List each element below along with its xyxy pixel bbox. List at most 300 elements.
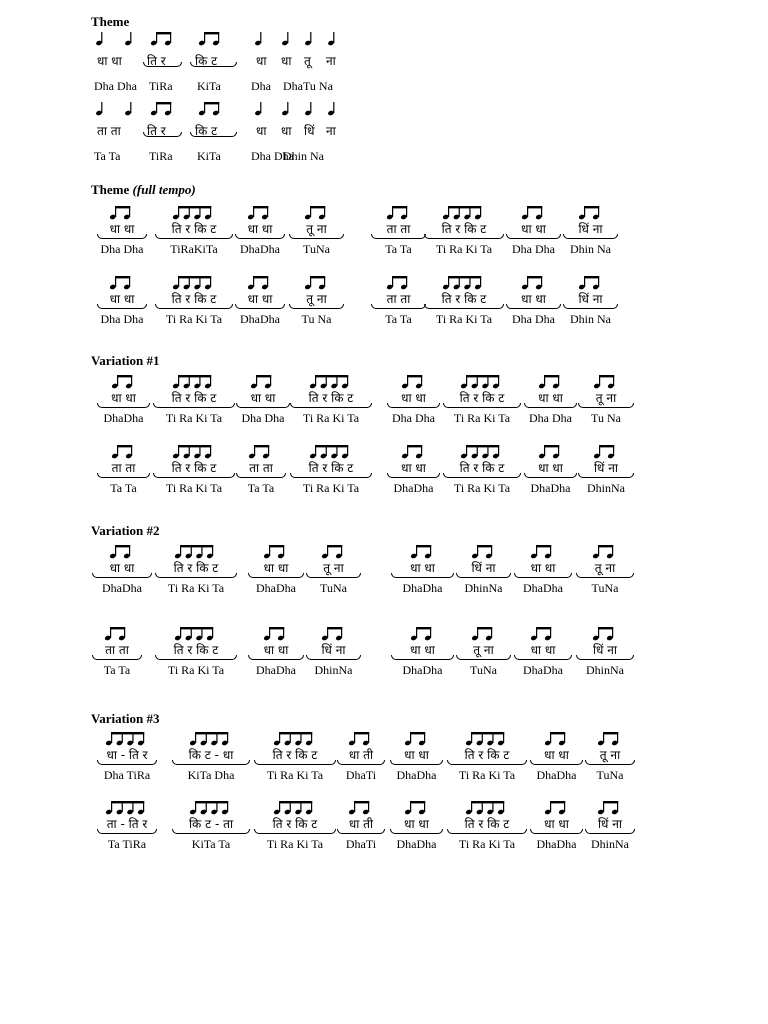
note-glyph — [96, 100, 106, 116]
bol-roman: KiTa Dha — [187, 768, 235, 782]
beamed-notes — [105, 799, 149, 815]
bol-roman: DhinNa — [586, 663, 624, 677]
bol-devanagari: धा ती — [348, 817, 374, 831]
note-glyph — [282, 100, 292, 116]
bol-roman: KiTa — [197, 79, 221, 93]
beamed-notes — [442, 274, 486, 290]
note-beam — [448, 276, 481, 278]
phrase-bracket — [306, 573, 361, 578]
bol-group — [236, 373, 290, 425]
note-beam — [253, 276, 268, 278]
phrase-bracket — [153, 403, 235, 408]
bol-devanagari: ति र कि ट — [272, 817, 318, 831]
bol-group — [563, 274, 618, 326]
bol-group — [506, 204, 561, 256]
phrase-bracket — [337, 760, 385, 765]
bol-group — [524, 443, 577, 495]
bol-group — [447, 730, 527, 782]
bol-devanagari: कि ट — [195, 54, 218, 68]
note-beam — [471, 801, 504, 803]
bol-devanagari: धिं ना — [578, 222, 603, 236]
bol-roman: Ti Ra Ki Ta — [167, 581, 225, 595]
note-beam — [354, 732, 369, 734]
note-beam — [178, 276, 211, 278]
phrase-bracket — [391, 655, 454, 660]
phrase-bracket — [563, 234, 618, 239]
phrase-bracket — [248, 655, 304, 660]
bol-group — [92, 625, 142, 677]
bol-devanagari: धा धा — [404, 748, 429, 762]
note-beam — [279, 801, 312, 803]
beamed-notes — [174, 543, 218, 559]
bol-group — [424, 204, 504, 256]
bol-group — [530, 730, 583, 782]
bol-roman: DhaDha — [256, 581, 296, 595]
bol-roman: Tu Na — [591, 411, 621, 425]
bol-roman: Ti Ra Ki Ta — [302, 481, 360, 495]
bol-devanagari: धा धा — [544, 748, 569, 762]
note-beam — [117, 375, 132, 377]
bol-group — [456, 543, 511, 595]
bol-roman: Ti Ra Ki Ta — [435, 312, 493, 326]
phrase-bracket — [155, 573, 237, 578]
bol-roman: DhinNa — [464, 581, 503, 595]
bol-roman: Ta Ta — [110, 481, 137, 495]
note-beam — [253, 206, 268, 208]
bol-roman: Dha Dha — [94, 79, 137, 93]
note-beam — [466, 445, 499, 447]
phrase-bracket — [506, 234, 561, 239]
note-beam — [256, 375, 271, 377]
note-beam — [407, 375, 422, 377]
bol-devanagari: तू ना — [306, 222, 327, 236]
bol-roman: KiTa — [197, 149, 221, 163]
beamed-notes — [521, 274, 547, 290]
beamed-notes — [172, 274, 216, 290]
bol-group — [447, 799, 527, 851]
bol-roman: DhaTi — [345, 768, 377, 782]
note-beam — [178, 375, 211, 377]
bol-roman: Dha Dha — [251, 149, 294, 163]
bol-devanagari: ति र कि ट — [171, 222, 217, 236]
note-beam — [448, 206, 481, 208]
note-beam — [310, 276, 325, 278]
bol-roman: DhaDha — [530, 481, 571, 495]
bol-roman: DhaDha — [523, 663, 563, 677]
note-beam — [315, 445, 348, 447]
note-beam — [527, 276, 542, 278]
phrase-bracket — [390, 829, 443, 834]
bol-devanagari: ति र कि ट — [173, 643, 219, 657]
beamed-notes — [578, 204, 604, 220]
beamed-notes — [593, 443, 619, 459]
bol-devanagari: धा धा — [521, 222, 546, 236]
bol-roman: DhaDha — [536, 768, 577, 782]
bol-group — [97, 373, 150, 425]
bol-group — [585, 799, 635, 851]
notation-row — [0, 373, 768, 425]
beamed-notes — [521, 204, 547, 220]
bol-devanagari: तू ना — [594, 561, 616, 575]
beamed-notes — [460, 373, 504, 389]
bol-devanagari: तू ना — [595, 391, 617, 405]
bol-devanagari: ति र — [147, 124, 166, 138]
bol-group — [371, 274, 426, 326]
note-beam — [598, 545, 613, 547]
beamed-notes — [538, 373, 564, 389]
bol-group — [172, 799, 250, 851]
section-heading-variation-1: Variation #1 — [91, 353, 160, 368]
beamed-notes — [304, 204, 330, 220]
bol-devanagari: ति र — [147, 54, 166, 68]
bol-devanagari: ता ता — [249, 461, 273, 475]
phrase-bracket — [424, 304, 504, 309]
section-heading-theme: Theme — [91, 14, 130, 29]
note-beam — [156, 102, 171, 104]
beamed-notes — [172, 204, 216, 220]
beamed-notes — [410, 625, 436, 641]
bol-roman: DhaDha — [102, 581, 142, 595]
bol-devanagari: ति र कि ट — [464, 748, 510, 762]
note-beam — [536, 545, 551, 547]
beamed-notes — [410, 543, 436, 559]
phrase-bracket — [391, 573, 454, 578]
bol-roman: Tu Na — [301, 312, 332, 326]
bol-group — [337, 799, 385, 851]
bol-roman: Dha Dha — [529, 411, 572, 425]
beamed-notes — [597, 730, 623, 746]
bol-devanagari: धा धा — [530, 643, 556, 657]
note-beam — [254, 445, 269, 447]
bol-group — [92, 543, 152, 595]
bol-roman: TuNa — [591, 581, 619, 595]
beamed-notes — [263, 543, 289, 559]
bol-devanagari: धा धा — [538, 461, 563, 475]
phrase-bracket — [390, 760, 443, 765]
phrase-bracket — [371, 234, 426, 239]
bol-devanagari: धा धा — [250, 391, 276, 405]
bol-group — [236, 443, 286, 495]
note-beam — [111, 801, 144, 803]
note-beam — [416, 545, 431, 547]
phrase-bracket — [254, 760, 336, 765]
bol-roman: DhaDha — [393, 481, 434, 495]
bol-devanagari: धा धा — [263, 561, 289, 575]
bol-group — [578, 443, 634, 495]
phrase-bracket — [524, 473, 577, 478]
phrase-bracket — [387, 473, 440, 478]
phrase-bracket — [92, 655, 142, 660]
phrase-bracket — [443, 403, 521, 408]
note-beam — [204, 32, 219, 34]
bol-group — [443, 373, 521, 425]
bol-group — [235, 204, 285, 256]
bol-roman: DhaDha — [103, 411, 144, 425]
note-beam — [310, 206, 325, 208]
bol-group — [254, 730, 336, 782]
phrase-bracket — [506, 304, 561, 309]
bol-group — [155, 204, 233, 256]
bol-roman: DhinNa — [591, 837, 629, 851]
bol-devanagari: धा धा — [263, 643, 289, 657]
note-beam — [269, 627, 284, 629]
phrase-bracket — [155, 234, 233, 239]
bol-group — [506, 274, 561, 326]
bol-roman: Dhin Na — [570, 312, 611, 326]
phrase-bracket — [172, 829, 250, 834]
bol-roman: KiTa Ta — [191, 837, 231, 851]
bol-devanagari: धिं ना — [592, 643, 618, 657]
beamed-notes — [348, 799, 374, 815]
bol-roman: DhaDha — [402, 581, 443, 595]
phrase-bracket — [235, 304, 285, 309]
bol-devanagari: कि ट - ता — [188, 817, 234, 831]
note-beam — [410, 732, 425, 734]
beamed-notes — [250, 373, 276, 389]
note-beam — [178, 445, 211, 447]
note-beam — [603, 801, 618, 803]
beamed-notes — [593, 373, 619, 389]
bol-roman: DhinNa — [587, 481, 625, 495]
bol-group — [306, 543, 361, 595]
bol-devanagari: कि ट - धा — [188, 748, 234, 762]
note-beam — [111, 732, 144, 734]
beamed-notes — [348, 730, 374, 746]
note-beam — [354, 801, 369, 803]
beamed-notes — [471, 543, 497, 559]
bol-group — [289, 204, 344, 256]
bol-group — [371, 204, 426, 256]
note-beam — [599, 375, 614, 377]
beamed-notes — [309, 373, 353, 389]
phrase-bracket — [155, 304, 233, 309]
bol-group — [524, 373, 577, 425]
beamed-notes — [321, 625, 347, 641]
bol-devanagari: धा धा — [530, 561, 556, 575]
notation-row — [0, 799, 768, 851]
phrase-bracket — [97, 304, 147, 309]
note-glyph — [198, 100, 224, 116]
notation-row — [0, 443, 768, 495]
phrase-bracket — [530, 829, 583, 834]
note-glyph — [255, 100, 265, 116]
bol-devanagari: धिं ना — [471, 561, 496, 575]
note-beam — [527, 206, 542, 208]
note-glyph — [198, 30, 224, 46]
bol-group — [514, 543, 572, 595]
bol-devanagari: तू ना — [323, 561, 344, 575]
beamed-notes — [538, 443, 564, 459]
beamed-notes — [404, 730, 430, 746]
beamed-notes — [465, 730, 509, 746]
phrase-bracket — [289, 304, 344, 309]
beamed-notes — [401, 373, 427, 389]
section-heading-variation-2: Variation #2 — [91, 523, 160, 538]
bol-group — [563, 204, 618, 256]
phrase-bracket — [585, 829, 635, 834]
beamed-notes — [111, 443, 137, 459]
bol-roman: Ti Ra Ki Ta — [453, 481, 511, 495]
note-beam — [544, 445, 559, 447]
note-beam — [550, 801, 565, 803]
bol-devanagari: ता ता — [386, 292, 411, 306]
bol-group — [585, 730, 635, 782]
bol-roman: Ti Ra Ki Ta — [266, 768, 324, 782]
bol-roman: Ti Ra Ki Ta — [453, 411, 511, 425]
beamed-notes — [247, 204, 273, 220]
bol-roman: Ti Ra Ki Ta — [302, 411, 360, 425]
phrase-bracket — [456, 573, 511, 578]
note-beam — [315, 375, 348, 377]
bol-roman: Ta Ta — [385, 242, 412, 256]
bol-group — [153, 373, 235, 425]
bol-group — [155, 274, 233, 326]
bol-group — [248, 625, 304, 677]
note-beam — [327, 627, 342, 629]
bol-roman: Dha Dha — [512, 312, 555, 326]
phrase-bracket — [97, 473, 150, 478]
phrase-bracket — [190, 132, 237, 137]
bol-devanagari: धा ती — [348, 748, 374, 762]
bol-devanagari: ना — [326, 124, 336, 138]
bol-devanagari: धा - ति र — [106, 748, 148, 762]
bol-roman: DhaDha — [536, 837, 577, 851]
bol-roman: Ti Ra Ki Ta — [165, 411, 223, 425]
phrase-bracket — [143, 132, 182, 137]
note-beam — [115, 206, 130, 208]
bol-roman: TuNa — [596, 768, 624, 782]
bol-group — [576, 625, 634, 677]
bol-group — [97, 274, 147, 326]
phrase-bracket — [248, 573, 304, 578]
bol-devanagari: धा धा — [410, 561, 435, 575]
notation-row — [0, 543, 768, 595]
note-beam — [598, 627, 613, 629]
phrase-bracket — [387, 403, 440, 408]
bol-roman: DhinNa — [314, 663, 353, 677]
beamed-notes — [404, 799, 430, 815]
bol-group — [254, 799, 336, 851]
section-heading-variation-3: Variation #3 — [91, 711, 160, 726]
bol-roman: Dha Dha — [100, 312, 144, 326]
beamed-notes — [386, 274, 412, 290]
bol-devanagari: धा धा — [544, 817, 569, 831]
bol-group — [155, 543, 237, 595]
note-glyph — [125, 30, 135, 46]
bol-roman: Dhin Na — [570, 242, 611, 256]
bol-group — [576, 543, 634, 595]
bol-roman: DhaDha — [396, 768, 437, 782]
bol-group — [235, 274, 285, 326]
beamed-notes — [386, 204, 412, 220]
beamed-notes — [105, 730, 149, 746]
note-beam — [544, 375, 559, 377]
phrase-bracket — [143, 62, 182, 67]
beamed-notes — [273, 799, 317, 815]
bol-devanagari: धा — [281, 54, 292, 68]
note-beam — [410, 801, 425, 803]
note-beam — [477, 627, 492, 629]
phrase-bracket — [92, 573, 152, 578]
bol-devanagari: ति र कि ट — [171, 391, 217, 405]
bol-group — [97, 799, 157, 851]
bol-devanagari: धा धा — [109, 292, 135, 306]
bol-group — [391, 543, 454, 595]
note-beam — [195, 732, 228, 734]
bol-roman: DhaDha — [523, 581, 563, 595]
beamed-notes — [248, 443, 274, 459]
note-beam — [279, 732, 312, 734]
note-beam — [584, 206, 599, 208]
bol-roman: TuNa — [470, 663, 497, 677]
phrase-bracket — [290, 473, 372, 478]
note-beam — [117, 445, 132, 447]
note-beam — [269, 545, 284, 547]
bol-devanagari: ता ता — [386, 222, 411, 236]
note-glyph — [96, 30, 106, 46]
note-beam — [327, 545, 342, 547]
bol-roman: TiRa — [149, 79, 173, 93]
note-beam — [180, 627, 213, 629]
bol-roman: TuNa — [320, 581, 347, 595]
phrase-bracket — [576, 655, 634, 660]
bol-roman: Ti Ra Ki Ta — [458, 768, 516, 782]
bol-devanagari: ति र कि ट — [459, 461, 505, 475]
note-beam — [584, 276, 599, 278]
note-glyph — [150, 30, 176, 46]
bol-devanagari: धा — [256, 54, 267, 68]
phrase-bracket — [290, 403, 372, 408]
note-beam — [204, 102, 219, 104]
bol-group — [514, 625, 572, 677]
bol-devanagari: धा धा — [109, 222, 135, 236]
beamed-notes — [544, 730, 570, 746]
bol-devanagari: धा धा — [97, 54, 122, 68]
bol-devanagari: धा धा — [401, 461, 426, 475]
bol-devanagari: धा धा — [111, 391, 136, 405]
bol-devanagari: ति र कि ट — [464, 817, 510, 831]
bol-roman: TiRa — [149, 149, 173, 163]
bol-roman: Ta Ta — [247, 481, 275, 495]
bol-group — [387, 443, 440, 495]
bol-group — [289, 274, 344, 326]
beamed-notes — [109, 543, 135, 559]
bol-group — [290, 373, 372, 425]
bol-devanagari: धा धा — [404, 817, 429, 831]
bol-devanagari: धा धा — [538, 391, 563, 405]
beamed-notes — [592, 543, 618, 559]
note-beam — [407, 445, 422, 447]
phrase-bracket — [514, 573, 572, 578]
phrase-bracket — [563, 304, 618, 309]
bol-roman: DhaTi — [345, 837, 377, 851]
phrase-bracket — [447, 760, 527, 765]
bol-group — [424, 274, 504, 326]
note-glyph — [125, 100, 135, 116]
note-beam — [392, 206, 407, 208]
bol-devanagari: कि ट — [195, 124, 218, 138]
beamed-notes — [401, 443, 427, 459]
bol-roman: Dha Dha — [241, 411, 285, 425]
bol-group — [391, 625, 454, 677]
note-beam — [156, 32, 171, 34]
note-glyph — [305, 100, 315, 116]
phrase-bracket — [578, 403, 634, 408]
note-beam — [115, 276, 130, 278]
note-beam — [603, 732, 618, 734]
bol-devanagari: ता - ति र — [106, 817, 148, 831]
note-beam — [178, 206, 211, 208]
